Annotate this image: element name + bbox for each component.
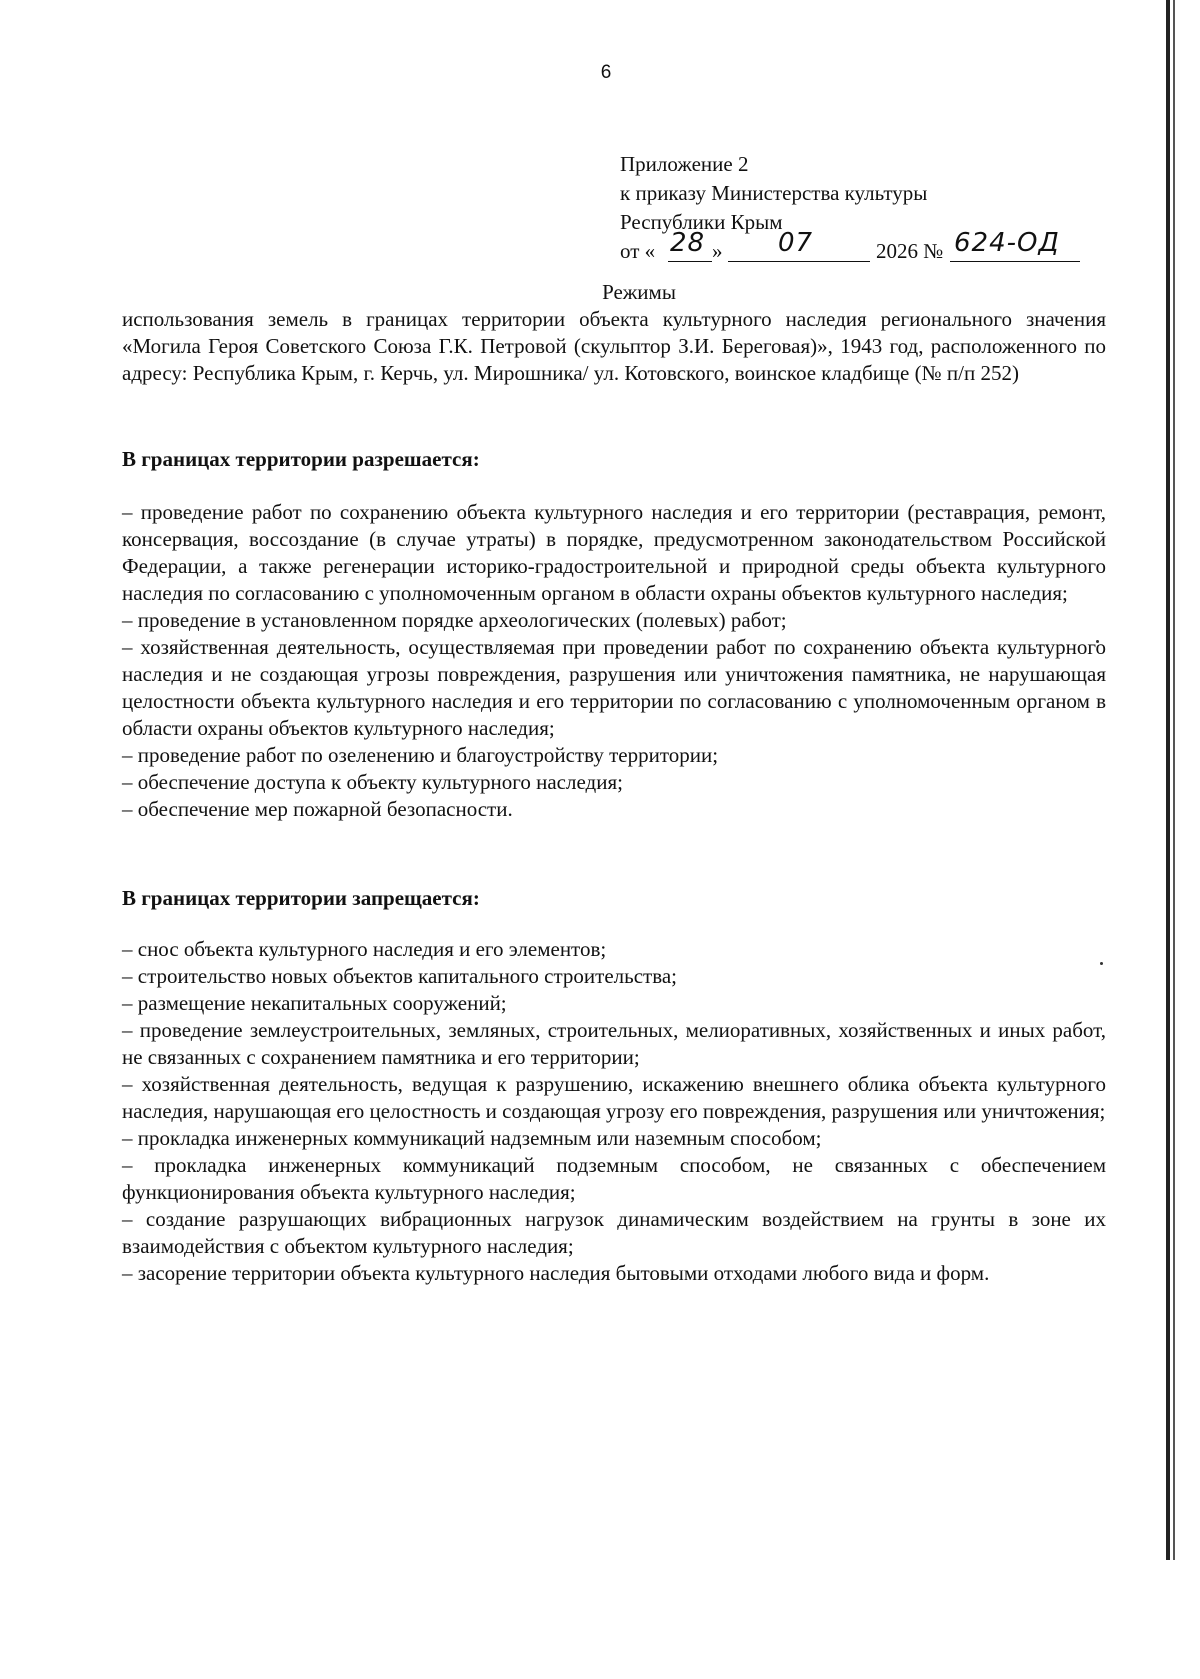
- date-mid: »: [712, 239, 723, 263]
- list-item: – хозяйственная деятельность, осуществляемая при проведении работ по сохранению объекта культурного наследия и не создающая угрозы повреждения, разрушения или уничтожения памятника, не нарушающая целостности объекта культурного наследия и его территории по согласованию с уполномоченным органом в области охраны объектов культурного наследия;: [122, 635, 1106, 740]
- date-year: 2026 №: [876, 239, 944, 263]
- date-day: 28: [670, 228, 706, 258]
- list-item: – создание разрушающих вибрационных нагрузок динамическим воздействием на грунты в зоне их взаимодействия с объектом культурного наследия;: [122, 1207, 1106, 1258]
- list-item: – проведение работ по сохранению объекта культурного наследия и его территории (реставрация, ремонт, консервация, воссоздание (в случае утраты) в порядке, предусмотренном законодательством Российской Федерации, а также регенерации историко-градостроительной и природной среды объекта культурного наследия по согласованию с уполномоченным органом в области охраны объектов культурного наследия;: [122, 500, 1106, 605]
- allowed-heading: В границах территории разрешается:: [122, 447, 480, 471]
- list-item: – засорение территории объекта культурного наследия бытовыми отходами любого вида и форм.: [122, 1261, 990, 1285]
- allowed-list: [122, 499, 1106, 823]
- annex-date-line: [620, 228, 1140, 266]
- order-number: 624-ОД: [954, 228, 1060, 258]
- annex-header: [620, 150, 1140, 266]
- list-item: – размещение некапитальных сооружений;: [122, 991, 507, 1015]
- list-item: – прокладка инженерных коммуникаций подземным способом, не связанных с обеспечением функционирования объекта культурного наследия;: [122, 1153, 1106, 1204]
- scan-edge-line: [1166, 0, 1170, 1560]
- list-item: – обеспечение доступа к объекту культурного наследия;: [122, 770, 623, 794]
- list-item: – проведение работ по озеленению и благоустройству территории;: [122, 743, 719, 767]
- annex-line-2: к приказу Министерства культуры: [620, 181, 928, 205]
- list-item: – снос объекта культурного наследия и его элементов;: [122, 937, 607, 961]
- date-month: 07: [778, 228, 814, 258]
- annex-line-3: Республики Крым: [620, 210, 783, 234]
- date-prefix: от «: [620, 239, 656, 263]
- list-item: – хозяйственная деятельность, ведущая к разрушению, искажению внешнего облика объекта культурного наследия, нарушающая его целостность и создающая угрозу его повреждения, разрушения или уничтожения;: [122, 1072, 1106, 1123]
- list-item: – прокладка инженерных коммуникаций надземным или наземным способом;: [122, 1126, 822, 1150]
- page-number: 6: [600, 62, 612, 83]
- document-intro: использования земель в границах территории объекта культурного наследия регионального значения «Могила Героя Советского Союза Г.К. Петровой (скульптор З.И. Береговая)», 1943 год, расположенного по адресу: Республика Крым, г. Керчь, ул. Мирошника/ ул. Котовского, воинское кладбище (№ п/п 252): [122, 307, 1106, 385]
- list-item: – проведение в установленном порядке археологических (полевых) работ;: [122, 608, 787, 632]
- annex-line-1: Приложение 2: [620, 152, 749, 176]
- document-title: Режимы: [602, 280, 676, 304]
- forbidden-heading: В границах территории запрещается:: [122, 886, 480, 910]
- list-item: – обеспечение мер пожарной безопасности.: [122, 797, 513, 821]
- list-item: – проведение землеустроительных, земляных, строительных, мелиоративных, хозяйственных и иных работ, не связанных с сохранением памятника и его территории;: [122, 1018, 1106, 1069]
- forbidden-list: [122, 936, 1106, 1287]
- scan-edge-line-secondary: [1173, 0, 1175, 1560]
- list-item: – строительство новых объектов капитального строительства;: [122, 964, 677, 988]
